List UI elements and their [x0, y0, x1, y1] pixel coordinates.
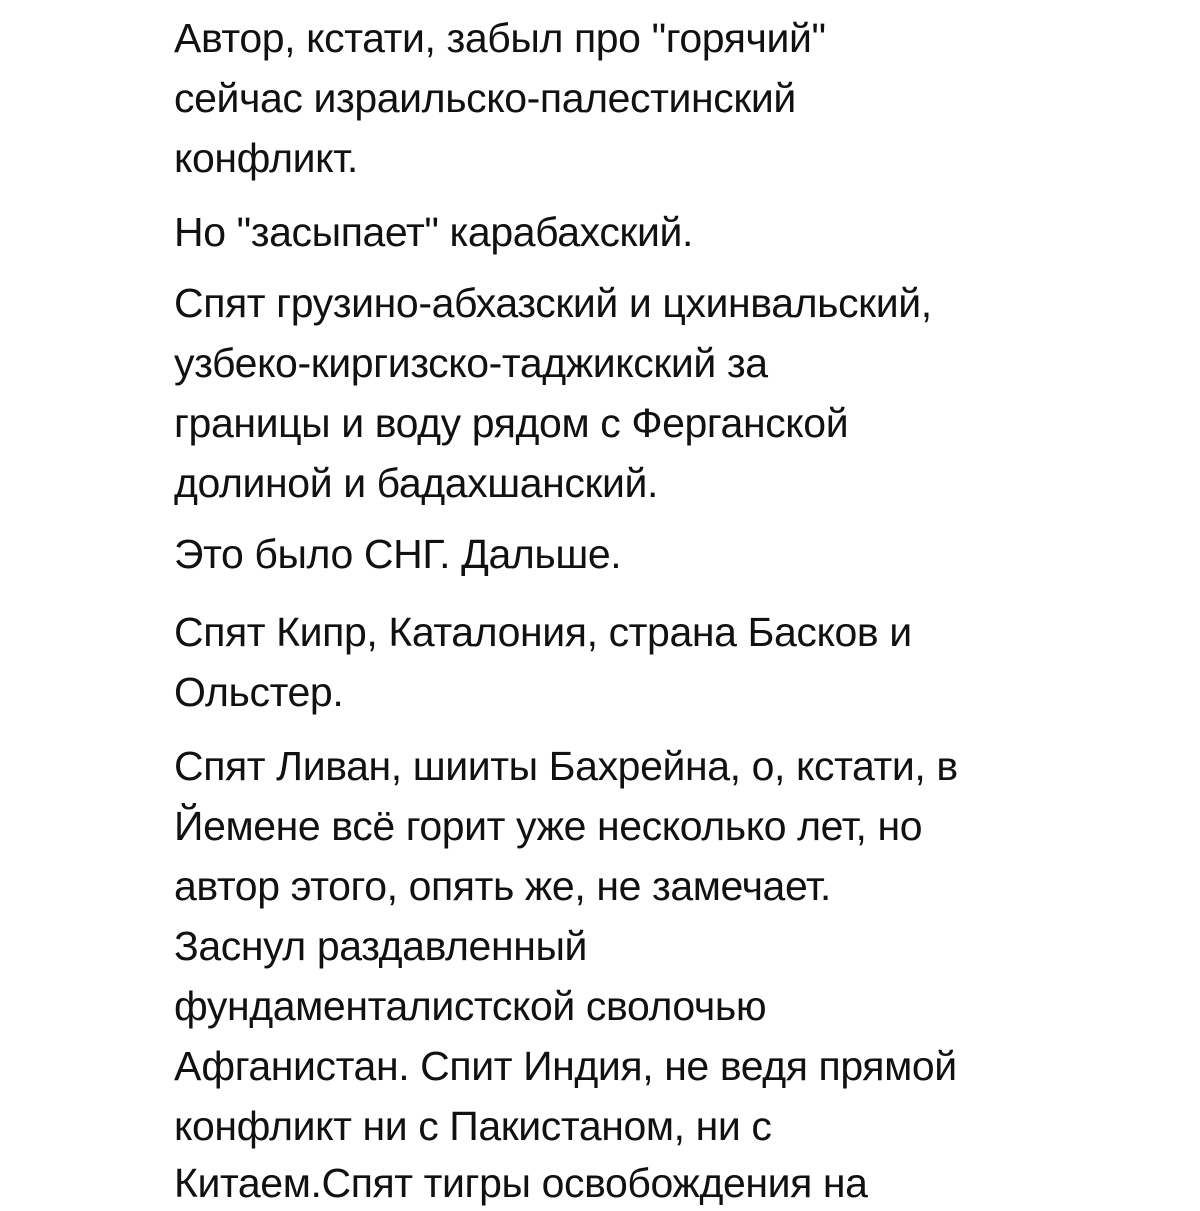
- text-line: узбеко-киргизско-таджикский за: [174, 340, 768, 386]
- text-line: Но "засыпает" карабахский.: [174, 209, 693, 255]
- text-line: автор этого, опять же, не замечает.: [174, 863, 831, 909]
- text-line: Заснул раздавленный: [174, 923, 588, 969]
- text-line: конфликт.: [174, 135, 358, 181]
- text-line: Это было СНГ. Дальше.: [174, 531, 622, 577]
- text-line: Китаем.Спят тигры освобождения на: [174, 1160, 868, 1206]
- text-line: долиной и бадахшанский.: [174, 460, 659, 506]
- text-line: сейчас израильско-палестинский: [174, 75, 796, 121]
- text-line: Спят Ливан, шииты Бахрейна, о, кстати, в: [174, 743, 958, 789]
- text-line: Афганистан. Спит Индия, не ведя прямой: [174, 1043, 957, 1089]
- text-line: Автор, кстати, забыл про "горячий": [174, 15, 826, 61]
- text-line: Йемене всё горит уже несколько лет, но: [174, 803, 923, 849]
- text-line: границы и воду рядом с Ферганской: [174, 400, 849, 446]
- text-line: конфликт ни с Пакистаном, ни с: [174, 1103, 772, 1149]
- text-line: фундаменталистской сволочью: [174, 983, 767, 1029]
- text-line: Спят грузино-абхазский и цхинвальский,: [174, 280, 932, 326]
- text-line: Спят Кипр, Каталония, страна Басков и: [174, 609, 912, 655]
- text-line: Ольстер.: [174, 669, 344, 715]
